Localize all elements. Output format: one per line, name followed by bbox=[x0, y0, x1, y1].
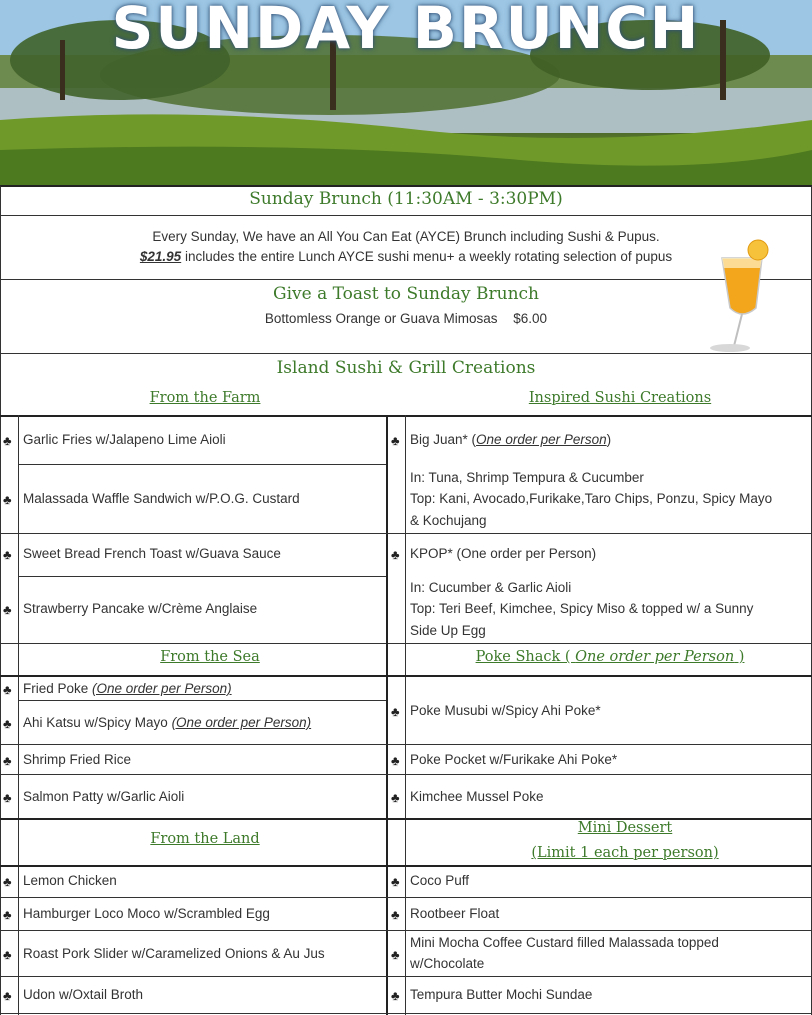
club-bullet: ♣ bbox=[391, 988, 400, 1003]
menu-heading: Island Sushi & Grill Creations bbox=[276, 358, 536, 378]
club-bullet: ♣ bbox=[3, 682, 12, 697]
kpop-top: Top: Teri Beef, Kimchee, Spicy Miso & topped w/ a Sunny bbox=[410, 601, 754, 616]
big-juan-in: In: Tuna, Shrimp Tempura & Cucumber bbox=[410, 470, 644, 485]
menu-item: Tempura Butter Mochi Sundae bbox=[410, 987, 593, 1002]
brunch-heading: Sunday Brunch (11:30AM - 3:30PM) bbox=[249, 189, 563, 209]
club-bullet: ♣ bbox=[3, 716, 12, 731]
menu-item-mocha: Mini Mocha Coffee Custard filled Malassada topped bbox=[410, 935, 719, 950]
big-juan-top: Top: Kani, Avocado,Furikake,Taro Chips, Ponzu, Spicy Mayo bbox=[410, 491, 773, 506]
dessert-title: Mini Dessert bbox=[577, 820, 673, 836]
menu-item: Poke Musubi w/Spicy Ahi Poke* bbox=[410, 703, 601, 718]
club-bullet: ♣ bbox=[391, 433, 400, 448]
menu-item: Malassada Waffle Sandwich w/P.O.G. Custard bbox=[23, 491, 300, 506]
brunch-price-line bbox=[0, 249, 812, 264]
sushi-title: Inspired Sushi Creations bbox=[528, 390, 712, 406]
menu-item: Lemon Chicken bbox=[23, 873, 117, 888]
big-juan-note: One order per Person bbox=[476, 432, 607, 447]
menu-item: Roast Pork Slider w/Caramelized Onions & Au Jus bbox=[23, 946, 325, 961]
farm-title: From the Farm bbox=[149, 390, 261, 406]
menu-item: Coco Puff bbox=[410, 873, 470, 888]
ahi-katsu-name: Ahi Katsu w/Spicy Mayo bbox=[23, 715, 172, 730]
club-bullet: ♣ bbox=[391, 790, 400, 805]
land-title: From the Land bbox=[150, 831, 260, 847]
club-bullet: ♣ bbox=[391, 704, 400, 719]
brunch-price-description: includes the entire Lunch AYCE sushi menu+ a weekly rotating selection of pupus bbox=[181, 249, 673, 264]
kpop-top-cont: Side Up Egg bbox=[410, 623, 486, 638]
big-juan-close: ) bbox=[606, 432, 612, 447]
club-bullet: ♣ bbox=[3, 753, 12, 768]
big-juan-top-cont: & Kochujang bbox=[410, 513, 487, 528]
ahi-katsu-note: (One order per Person) bbox=[171, 715, 312, 730]
menu-item: Strawberry Pancake w/Crème Anglaise bbox=[23, 601, 258, 616]
brunch-description: Every Sunday, We have an All You Can Eat (AYCE) Brunch including Sushi & Pupus. bbox=[152, 229, 660, 244]
dessert-limit: (Limit 1 each per person) bbox=[531, 845, 719, 861]
menu-item: Rootbeer Float bbox=[410, 906, 500, 921]
menu-item: Sweet Bread French Toast w/Guava Sauce bbox=[23, 546, 281, 561]
menu-item: Salmon Patty w/Garlic Aioli bbox=[23, 789, 185, 804]
poke-title-start: Poke Shack ( bbox=[475, 649, 576, 665]
menu-item: Kimchee Mussel Poke bbox=[410, 789, 544, 804]
menu-item-fried-poke bbox=[23, 678, 232, 699]
toast-heading: Give a Toast to Sunday Brunch bbox=[273, 284, 539, 304]
club-bullet: ♣ bbox=[3, 492, 12, 507]
club-bullet: ♣ bbox=[3, 947, 12, 962]
club-bullet: ♣ bbox=[391, 753, 400, 768]
toast-line bbox=[0, 311, 812, 326]
menu-item-big-juan bbox=[410, 429, 611, 450]
club-bullet: ♣ bbox=[3, 547, 12, 562]
poke-title-end: ) bbox=[734, 649, 745, 665]
club-bullet: ♣ bbox=[3, 790, 12, 805]
menu-item-kpop: KPOP* (One order per Person) bbox=[410, 546, 597, 561]
menu-item-ahi-katsu bbox=[23, 712, 311, 733]
club-bullet: ♣ bbox=[391, 547, 400, 562]
club-bullet: ♣ bbox=[3, 602, 12, 617]
club-bullet: ♣ bbox=[3, 874, 12, 889]
poke-title-note: One order per Person bbox=[575, 649, 735, 665]
kpop-in: In: Cucumber & Garlic Aioli bbox=[410, 580, 572, 595]
mimosa-glass-icon bbox=[700, 238, 780, 358]
club-bullet: ♣ bbox=[3, 988, 12, 1003]
club-bullet: ♣ bbox=[391, 947, 400, 962]
poke-title bbox=[440, 649, 780, 665]
banner bbox=[0, 0, 812, 185]
toast-price: $6.00 bbox=[513, 311, 548, 326]
toast-drink: Bottomless Orange or Guava Mimosas bbox=[264, 311, 498, 326]
club-bullet: ♣ bbox=[3, 907, 12, 922]
fried-poke-note: (One order per Person) bbox=[92, 681, 232, 696]
menu-item: Udon w/Oxtail Broth bbox=[23, 987, 144, 1002]
menu-item: Shrimp Fried Rice bbox=[23, 752, 132, 767]
menu-item: Poke Pocket w/Furikake Ahi Poke* bbox=[410, 752, 618, 767]
menu-item: Garlic Fries w/Jalapeno Lime Aioli bbox=[23, 432, 226, 447]
brunch-price: $21.95 bbox=[139, 249, 182, 264]
club-bullet: ♣ bbox=[391, 907, 400, 922]
club-bullet: ♣ bbox=[391, 874, 400, 889]
menu-item: Hamburger Loco Moco w/Scrambled Egg bbox=[23, 906, 270, 921]
banner-title: SUNDAY BRUNCH bbox=[111, 0, 701, 62]
club-bullet: ♣ bbox=[3, 433, 12, 448]
sea-title: From the Sea bbox=[160, 649, 260, 665]
menu-item-mocha-cont: w/Chocolate bbox=[410, 956, 485, 971]
big-juan-name: Big Juan* ( bbox=[410, 432, 477, 447]
fried-poke-name: Fried Poke bbox=[23, 681, 93, 696]
